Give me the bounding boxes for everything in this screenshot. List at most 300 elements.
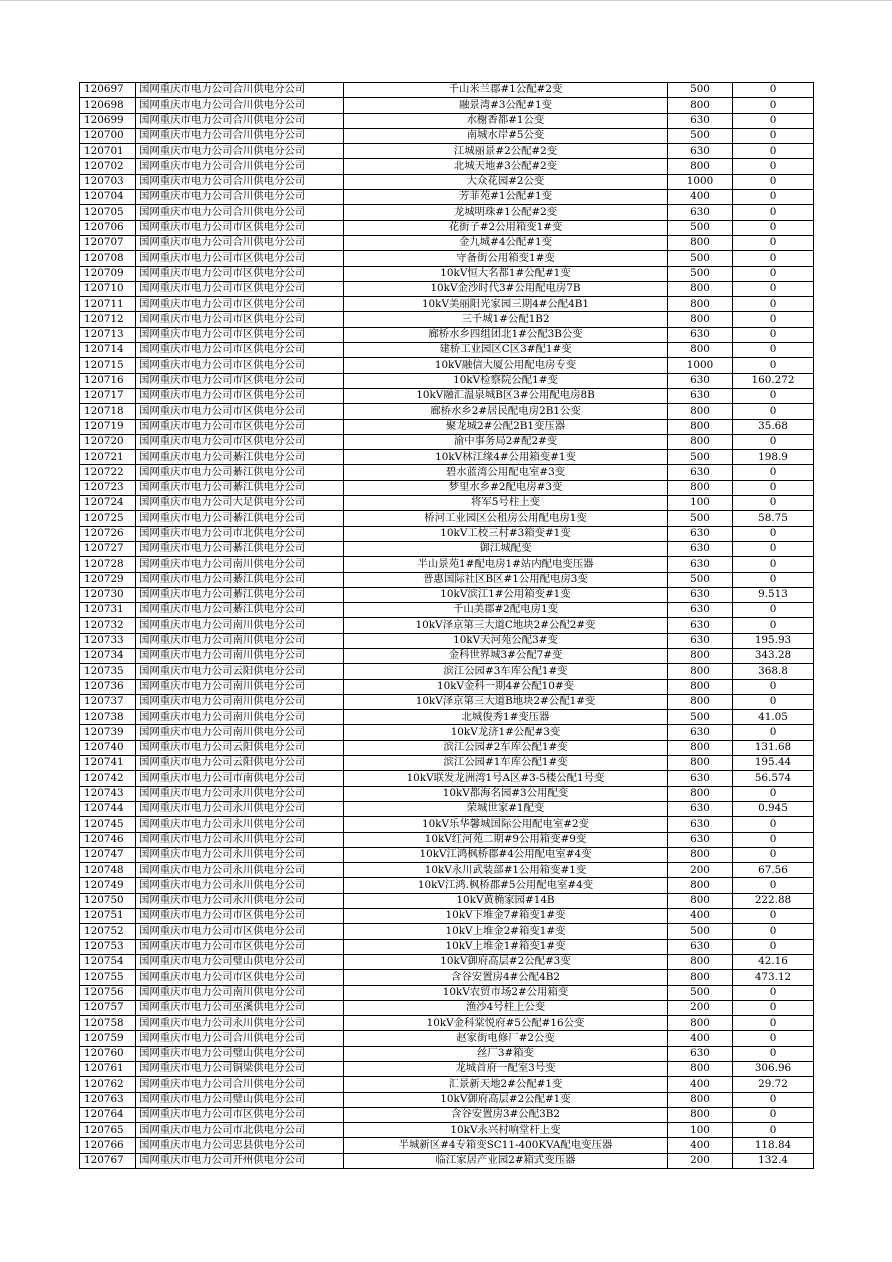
transformer-name-cell: 龙城首府一配室3号变 (344, 1062, 668, 1077)
company-cell: 国网重庆市电力公司市区供电分公司 (136, 358, 344, 373)
record-id-cell: 120742 (80, 771, 136, 786)
capacity-cell: 1000 (668, 358, 733, 373)
value-cell: 198.9 (733, 450, 814, 465)
value-cell: 0 (733, 465, 814, 480)
capacity-cell: 500 (668, 511, 733, 526)
table-row (80, 205, 814, 220)
transformer-name-cell: 含谷安置房4#公配4B2 (344, 970, 668, 985)
capacity-cell: 800 (668, 1092, 733, 1107)
record-id-cell: 120761 (80, 1062, 136, 1077)
table-row (80, 939, 814, 954)
record-id-cell: 120756 (80, 985, 136, 1000)
capacity-cell: 100 (668, 496, 733, 511)
capacity-cell: 200 (668, 1153, 733, 1168)
company-cell: 国网重庆市电力公司璧山供电分公司 (136, 1092, 344, 1107)
capacity-cell: 800 (668, 756, 733, 771)
company-cell: 国网重庆市电力公司合川供电分公司 (136, 1077, 344, 1092)
capacity-cell: 630 (668, 771, 733, 786)
transformer-name-cell: 10kV融汇温泉城B区3#公用配电房8B (344, 388, 668, 403)
value-cell: 0 (733, 786, 814, 801)
value-cell: 473.12 (733, 970, 814, 985)
company-cell: 国网重庆市电力公司合川供电分公司 (136, 235, 344, 250)
company-cell: 国网重庆市电力公司云阳供电分公司 (136, 740, 344, 755)
capacity-cell: 630 (668, 205, 733, 220)
company-cell: 国网重庆市电力公司南川供电分公司 (136, 633, 344, 648)
table-row (80, 572, 814, 587)
value-cell: 41.05 (733, 710, 814, 725)
value-cell: 0 (733, 128, 814, 143)
transformer-name-cell: 临江家居产业园2#箱式变压器 (344, 1153, 668, 1168)
value-cell: 56.574 (733, 771, 814, 786)
page-top-rule (0, 0, 892, 1)
transformer-name-cell: 龙城明珠#1公配#2变 (344, 205, 668, 220)
value-cell: 0 (733, 557, 814, 572)
table-row (80, 388, 814, 403)
company-cell: 国网重庆市电力公司市南供电分公司 (136, 771, 344, 786)
table-row (80, 1123, 814, 1138)
table-row (80, 1062, 814, 1077)
table-row (80, 1077, 814, 1092)
capacity-cell: 630 (668, 541, 733, 556)
record-id-cell: 120728 (80, 557, 136, 572)
table-row (80, 664, 814, 679)
transformer-name-cell: 10kV滨江1#公用箱变#1变 (344, 587, 668, 602)
transformer-name-cell: 10kV下堆金7#箱变1#变 (344, 909, 668, 924)
value-cell: 0 (733, 909, 814, 924)
value-cell: 0 (733, 572, 814, 587)
record-id-cell: 120719 (80, 419, 136, 434)
company-cell: 国网重庆市电力公司市区供电分公司 (136, 419, 344, 434)
transformer-name-cell: 守备街公用箱变1#变 (344, 251, 668, 266)
value-cell: 0 (733, 343, 814, 358)
value-cell: 35.68 (733, 419, 814, 434)
value-cell: 0 (733, 434, 814, 449)
capacity-cell: 800 (668, 159, 733, 174)
table-row (80, 434, 814, 449)
value-cell: 0 (733, 113, 814, 128)
transformer-name-cell: 10kV金沙时代3#公用配电房7B (344, 281, 668, 296)
company-cell: 国网重庆市电力公司铜梁供电分公司 (136, 1062, 344, 1077)
transformer-name-cell: 10kV融信大厦公用配电房专变 (344, 358, 668, 373)
capacity-cell: 500 (668, 985, 733, 1000)
transformer-table (79, 82, 814, 1169)
value-cell: 0 (733, 266, 814, 281)
company-cell: 国网重庆市电力公司南川供电分公司 (136, 985, 344, 1000)
transformer-name-cell: 千山米兰郡#1公配#2变 (344, 83, 668, 98)
value-cell: 29.72 (733, 1077, 814, 1092)
capacity-cell: 800 (668, 970, 733, 985)
value-cell: 0 (733, 985, 814, 1000)
capacity-cell: 200 (668, 1000, 733, 1015)
company-cell: 国网重庆市电力公司市区供电分公司 (136, 388, 344, 403)
capacity-cell: 500 (668, 220, 733, 235)
value-cell: 343.28 (733, 648, 814, 663)
value-cell: 0 (733, 878, 814, 893)
table-row (80, 771, 814, 786)
company-cell: 国网重庆市电力公司綦江供电分公司 (136, 603, 344, 618)
transformer-name-cell: 水榭香都#1公变 (344, 113, 668, 128)
company-cell: 国网重庆市电力公司合川供电分公司 (136, 1031, 344, 1046)
capacity-cell: 800 (668, 343, 733, 358)
record-id-cell: 120759 (80, 1031, 136, 1046)
transformer-name-cell: 10kV永兴村响堂杆上变 (344, 1123, 668, 1138)
capacity-cell: 800 (668, 98, 733, 113)
table-row (80, 817, 814, 832)
company-cell: 国网重庆市电力公司云阳供电分公司 (136, 756, 344, 771)
capacity-cell: 800 (668, 664, 733, 679)
transformer-name-cell: 建桥工业园区C区3#配1#变 (344, 343, 668, 358)
capacity-cell: 630 (668, 618, 733, 633)
transformer-name-cell: 10kV江鸿枫桥郡#4公用配电室#4变 (344, 847, 668, 862)
table-row (80, 281, 814, 296)
company-cell: 国网重庆市电力公司南川供电分公司 (136, 648, 344, 663)
capacity-cell: 630 (668, 113, 733, 128)
company-cell: 国网重庆市电力公司合川供电分公司 (136, 159, 344, 174)
company-cell: 国网重庆市电力公司永川供电分公司 (136, 847, 344, 862)
capacity-cell: 630 (668, 603, 733, 618)
table-row (80, 541, 814, 556)
table-row (80, 985, 814, 1000)
record-id-cell: 120721 (80, 450, 136, 465)
capacity-cell: 800 (668, 312, 733, 327)
company-cell: 国网重庆市电力公司永川供电分公司 (136, 817, 344, 832)
transformer-table-body (80, 83, 814, 1169)
company-cell: 国网重庆市电力公司市区供电分公司 (136, 281, 344, 296)
record-id-cell: 120750 (80, 893, 136, 908)
company-cell: 国网重庆市电力公司云阳供电分公司 (136, 664, 344, 679)
record-id-cell: 120746 (80, 832, 136, 847)
transformer-name-cell: 10kV泽京第三大道B地块2#公配1#变 (344, 694, 668, 709)
capacity-cell: 800 (668, 281, 733, 296)
company-cell: 国网重庆市电力公司合川供电分公司 (136, 128, 344, 143)
company-cell: 国网重庆市电力公司綦江供电分公司 (136, 541, 344, 556)
transformer-name-cell: 10kV上堆金1#箱变1#变 (344, 939, 668, 954)
record-id-cell: 120710 (80, 281, 136, 296)
capacity-cell: 200 (668, 863, 733, 878)
record-id-cell: 120765 (80, 1123, 136, 1138)
record-id-cell: 120698 (80, 98, 136, 113)
capacity-cell: 400 (668, 909, 733, 924)
table-row (80, 756, 814, 771)
company-cell: 国网重庆市电力公司永川供电分公司 (136, 893, 344, 908)
value-cell: 0 (733, 281, 814, 296)
company-cell: 国网重庆市电力公司永川供电分公司 (136, 1016, 344, 1031)
transformer-name-cell: 10kV红河苑二期#9公用箱变#9变 (344, 832, 668, 847)
company-cell: 国网重庆市电力公司璧山供电分公司 (136, 1046, 344, 1061)
company-cell: 国网重庆市电力公司璧山供电分公司 (136, 954, 344, 969)
capacity-cell: 800 (668, 694, 733, 709)
table-row (80, 1138, 814, 1153)
table-row (80, 618, 814, 633)
table-row (80, 954, 814, 969)
capacity-cell: 630 (668, 817, 733, 832)
company-cell: 国网重庆市电力公司南川供电分公司 (136, 557, 344, 572)
company-cell: 国网重庆市电力公司南川供电分公司 (136, 694, 344, 709)
record-id-cell: 120764 (80, 1107, 136, 1122)
record-id-cell: 120700 (80, 128, 136, 143)
value-cell: 67.56 (733, 863, 814, 878)
value-cell: 0 (733, 174, 814, 189)
capacity-cell: 800 (668, 419, 733, 434)
table-row (80, 878, 814, 893)
capacity-cell: 800 (668, 648, 733, 663)
company-cell: 国网重庆市电力公司合川供电分公司 (136, 205, 344, 220)
capacity-cell: 630 (668, 832, 733, 847)
capacity-cell: 630 (668, 526, 733, 541)
value-cell: 0 (733, 220, 814, 235)
transformer-name-cell: 10kV美丽阳光家园三期4#公配4B1 (344, 297, 668, 312)
company-cell: 国网重庆市电力公司綦江供电分公司 (136, 450, 344, 465)
transformer-name-cell: 半山景苑1#配电房1#站内配电变压器 (344, 557, 668, 572)
transformer-name-cell: 桥河工业园区公租房公用配电房1变 (344, 511, 668, 526)
record-id-cell: 120726 (80, 526, 136, 541)
value-cell: 0 (733, 144, 814, 159)
transformer-name-cell: 北城俊秀1#变压器 (344, 710, 668, 725)
table-row (80, 863, 814, 878)
record-id-cell: 120753 (80, 939, 136, 954)
table-row (80, 1153, 814, 1168)
value-cell: 0 (733, 1107, 814, 1122)
transformer-name-cell: 10kV黄桷家园#14B (344, 893, 668, 908)
capacity-cell: 500 (668, 572, 733, 587)
company-cell: 国网重庆市电力公司永川供电分公司 (136, 863, 344, 878)
transformer-name-cell: 10kV江鸿.枫桥郡#5公用配电室#4变 (344, 878, 668, 893)
value-cell: 0 (733, 939, 814, 954)
record-id-cell: 120706 (80, 220, 136, 235)
transformer-name-cell: 普惠国际社区B区#1公用配电房3变 (344, 572, 668, 587)
capacity-cell: 1000 (668, 174, 733, 189)
value-cell: 0 (733, 1123, 814, 1138)
record-id-cell: 120702 (80, 159, 136, 174)
capacity-cell: 630 (668, 144, 733, 159)
table-row (80, 909, 814, 924)
table-row (80, 251, 814, 266)
table-row (80, 970, 814, 985)
record-id-cell: 120739 (80, 725, 136, 740)
transformer-name-cell: 御江城配变 (344, 541, 668, 556)
value-cell: 0 (733, 1031, 814, 1046)
record-id-cell: 120755 (80, 970, 136, 985)
table-row (80, 266, 814, 281)
table-row (80, 1031, 814, 1046)
company-cell: 国网重庆市电力公司市区供电分公司 (136, 327, 344, 342)
table-row (80, 786, 814, 801)
company-cell: 国网重庆市电力公司大足供电分公司 (136, 496, 344, 511)
value-cell: 0 (733, 98, 814, 113)
company-cell: 国网重庆市电力公司永川供电分公司 (136, 878, 344, 893)
capacity-cell: 800 (668, 480, 733, 495)
record-id-cell: 120754 (80, 954, 136, 969)
record-id-cell: 120735 (80, 664, 136, 679)
transformer-name-cell: 三千城1#公配1B2 (344, 312, 668, 327)
value-cell: 0 (733, 404, 814, 419)
capacity-cell: 630 (668, 465, 733, 480)
value-cell: 0 (733, 297, 814, 312)
record-id-cell: 120711 (80, 297, 136, 312)
transformer-name-cell: 渝中事务局2#配2#变 (344, 434, 668, 449)
record-id-cell: 120705 (80, 205, 136, 220)
capacity-cell: 800 (668, 893, 733, 908)
table-row (80, 220, 814, 235)
table-row (80, 450, 814, 465)
record-id-cell: 120737 (80, 694, 136, 709)
capacity-cell: 800 (668, 297, 733, 312)
record-id-cell: 120722 (80, 465, 136, 480)
capacity-cell: 400 (668, 190, 733, 205)
table-row (80, 496, 814, 511)
value-cell: 0 (733, 1046, 814, 1061)
table-row (80, 1000, 814, 1015)
value-cell: 0 (733, 1092, 814, 1107)
record-id-cell: 120704 (80, 190, 136, 205)
value-cell: 0 (733, 847, 814, 862)
value-cell: 0 (733, 480, 814, 495)
record-id-cell: 120716 (80, 373, 136, 388)
record-id-cell: 120738 (80, 710, 136, 725)
record-id-cell: 120760 (80, 1046, 136, 1061)
transformer-name-cell: 10kV乐华馨城国际公用配电室#2变 (344, 817, 668, 832)
table-row (80, 128, 814, 143)
record-id-cell: 120731 (80, 603, 136, 618)
company-cell: 国网重庆市电力公司南川供电分公司 (136, 618, 344, 633)
record-id-cell: 120713 (80, 327, 136, 342)
value-cell: 0 (733, 83, 814, 98)
record-id-cell: 120724 (80, 496, 136, 511)
company-cell: 国网重庆市电力公司市区供电分公司 (136, 434, 344, 449)
capacity-cell: 800 (668, 878, 733, 893)
table-row (80, 924, 814, 939)
capacity-cell: 800 (668, 786, 733, 801)
table-row (80, 419, 814, 434)
record-id-cell: 120727 (80, 541, 136, 556)
company-cell: 国网重庆市电力公司市区供电分公司 (136, 297, 344, 312)
table-row (80, 159, 814, 174)
capacity-cell: 800 (668, 1107, 733, 1122)
company-cell: 国网重庆市电力公司南川供电分公司 (136, 725, 344, 740)
table-row (80, 235, 814, 250)
value-cell: 0 (733, 1016, 814, 1031)
company-cell: 国网重庆市电力公司市区供电分公司 (136, 939, 344, 954)
transformer-name-cell: 10kV御府高层#2公配#1变 (344, 1092, 668, 1107)
table-row (80, 1016, 814, 1031)
company-cell: 国网重庆市电力公司市区供电分公司 (136, 220, 344, 235)
value-cell: 0.945 (733, 801, 814, 816)
company-cell: 国网重庆市电力公司市区供电分公司 (136, 266, 344, 281)
value-cell: 0 (733, 924, 814, 939)
record-id-cell: 120718 (80, 404, 136, 419)
transformer-name-cell: 滨江公园#3车库公配1#变 (344, 664, 668, 679)
record-id-cell: 120736 (80, 679, 136, 694)
capacity-cell: 500 (668, 450, 733, 465)
capacity-cell: 500 (668, 83, 733, 98)
capacity-cell: 400 (668, 1138, 733, 1153)
record-id-cell: 120729 (80, 572, 136, 587)
capacity-cell: 630 (668, 801, 733, 816)
capacity-cell: 630 (668, 388, 733, 403)
capacity-cell: 800 (668, 847, 733, 862)
table-row (80, 832, 814, 847)
record-id-cell: 120720 (80, 434, 136, 449)
transformer-name-cell: 千山美郡#2配电房1变 (344, 603, 668, 618)
record-id-cell: 120763 (80, 1092, 136, 1107)
record-id-cell: 120741 (80, 756, 136, 771)
record-id-cell: 120717 (80, 388, 136, 403)
transformer-name-cell: 荣城世家#1配变 (344, 801, 668, 816)
table-row (80, 725, 814, 740)
capacity-cell: 630 (668, 1046, 733, 1061)
company-cell: 国网重庆市电力公司市区供电分公司 (136, 1107, 344, 1122)
transformer-name-cell: 融景湾#3公配#1变 (344, 98, 668, 113)
table-row (80, 648, 814, 663)
transformer-name-cell: 金九城#4公配#1变 (344, 235, 668, 250)
transformer-name-cell: 10kV检察院公配1#变 (344, 373, 668, 388)
company-cell: 国网重庆市电力公司合川供电分公司 (136, 83, 344, 98)
record-id-cell: 120709 (80, 266, 136, 281)
company-cell: 国网重庆市电力公司綦江供电分公司 (136, 587, 344, 602)
value-cell: 131.68 (733, 740, 814, 755)
table-row (80, 174, 814, 189)
record-id-cell: 120708 (80, 251, 136, 266)
company-cell: 国网重庆市电力公司永川供电分公司 (136, 832, 344, 847)
capacity-cell: 500 (668, 128, 733, 143)
value-cell: 0 (733, 312, 814, 327)
table-row (80, 633, 814, 648)
transformer-name-cell: 半城新区#4专箱变SC11-400KVA配电变压器 (344, 1138, 668, 1153)
table-row (80, 83, 814, 98)
transformer-name-cell: 汇景新天地2#公配#1变 (344, 1077, 668, 1092)
table-row (80, 893, 814, 908)
value-cell: 368.8 (733, 664, 814, 679)
transformer-name-cell: 10kV联发龙洲湾1号A区#3-5楼公配1号变 (344, 771, 668, 786)
table-row (80, 144, 814, 159)
value-cell: 0 (733, 496, 814, 511)
table-row (80, 113, 814, 128)
value-cell: 0 (733, 1000, 814, 1015)
record-id-cell: 120757 (80, 1000, 136, 1015)
transformer-name-cell: 滨江公园#1车库公配1#变 (344, 756, 668, 771)
value-cell: 306.96 (733, 1062, 814, 1077)
company-cell: 国网重庆市电力公司合川供电分公司 (136, 144, 344, 159)
capacity-cell: 630 (668, 633, 733, 648)
value-cell: 0 (733, 327, 814, 342)
company-cell: 国网重庆市电力公司綦江供电分公司 (136, 511, 344, 526)
value-cell: 0 (733, 235, 814, 250)
record-id-cell: 120699 (80, 113, 136, 128)
transformer-name-cell: 江城丽景#2公配#2变 (344, 144, 668, 159)
table-row (80, 190, 814, 205)
record-id-cell: 120745 (80, 817, 136, 832)
transformer-name-cell: 10kV天河苑公配3#变 (344, 633, 668, 648)
record-id-cell: 120732 (80, 618, 136, 633)
record-id-cell: 120725 (80, 511, 136, 526)
capacity-cell: 630 (668, 587, 733, 602)
transformer-name-cell: 渔沙4号柱上公变 (344, 1000, 668, 1015)
transformer-name-cell: 北城天地#3公配#2变 (344, 159, 668, 174)
record-id-cell: 120744 (80, 801, 136, 816)
value-cell: 0 (733, 679, 814, 694)
value-cell: 0 (733, 603, 814, 618)
transformer-name-cell: 丝厂3#箱变 (344, 1046, 668, 1061)
capacity-cell: 630 (668, 557, 733, 572)
table-row (80, 1092, 814, 1107)
company-cell: 国网重庆市电力公司永川供电分公司 (136, 786, 344, 801)
company-cell: 国网重庆市电力公司市区供电分公司 (136, 312, 344, 327)
transformer-name-cell: 南城水岸#5公变 (344, 128, 668, 143)
capacity-cell: 500 (668, 266, 733, 281)
capacity-cell: 630 (668, 939, 733, 954)
company-cell: 国网重庆市电力公司南川供电分公司 (136, 679, 344, 694)
value-cell: 0 (733, 205, 814, 220)
